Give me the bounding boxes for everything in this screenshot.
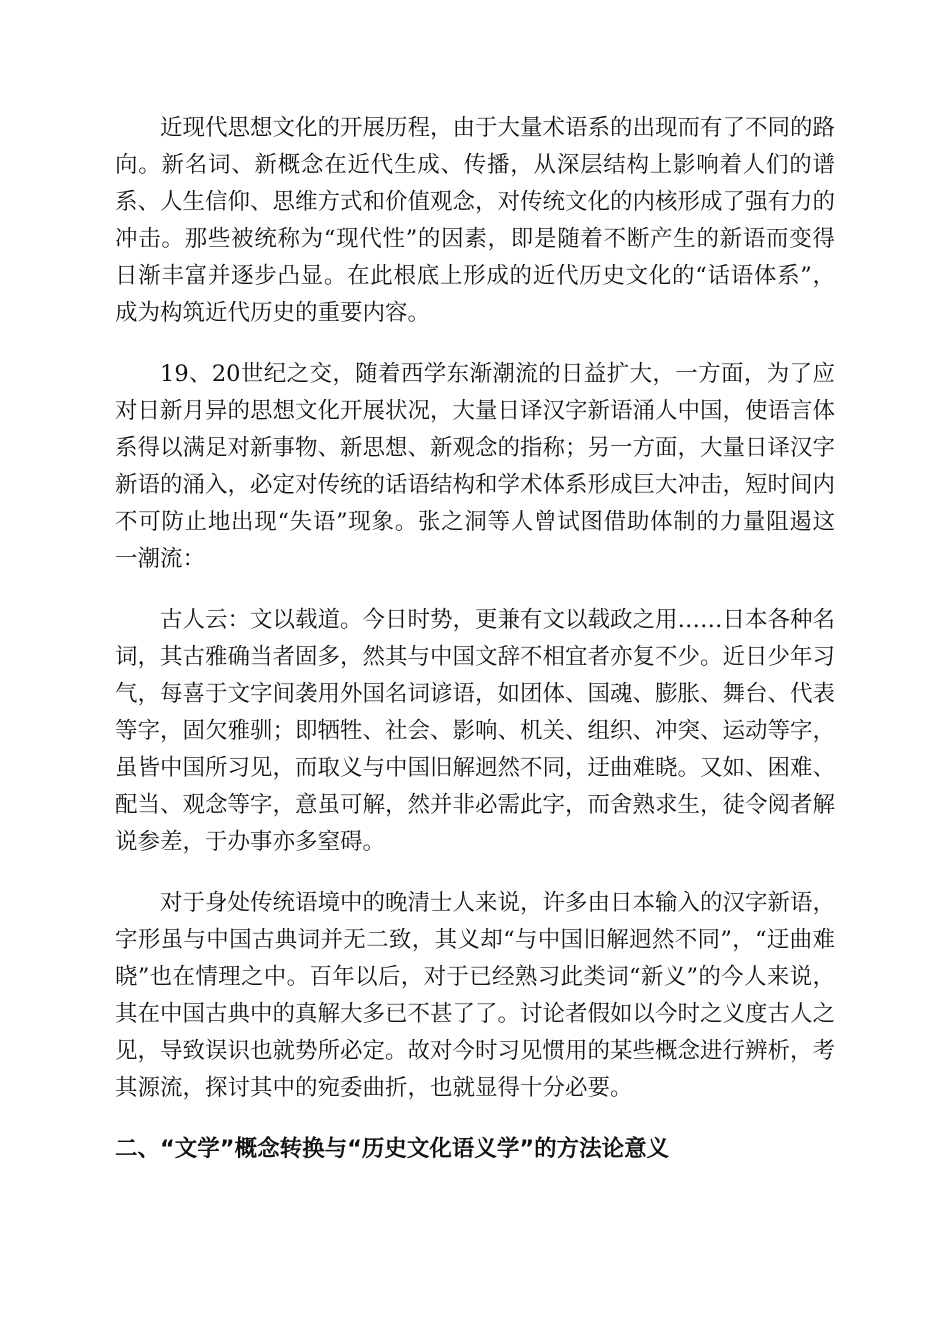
document-body [115,110,835,1168]
paragraph-western-learning: 19、20世纪之交，随着西学东渐潮流的日益扩大，一方面，为了应对日新月异的思想文化开展状况，大量日译汉字新语涌人中国，使语言体系得以满足对新事物、新思想、新观念的指称；另一方面，大量日译汉字新语的涌入，必定对传统的话语结构和学术体系形成巨大冲击，短时间内不可防止地出现“失语”现象。张之洞等人曾试图借助体制的力量阻遏这一潮流： [115,361,836,572]
section-heading: 二、“文学”概念转换与“历史文化语义学”的方法论意义 [115,1136,670,1162]
paragraph-quotation: 古人云：文以载道。今日时势，更兼有文以载政之用……日本各种名词，其古雅确当者固多，然其与中国文辞不相宜者亦复不少。近日少年习气，每喜于文字间袭用外国名词谚语，如团体、国魂、膨胀、舞台、代表等字，固欠雅驯；即牺牲、社会、影响、机关、组织、冲突、运动等字，虽皆中国所习见，而取义与中国旧解迥然不同，迂曲难晓。又如、困难、配当、观念等字，意虽可解，然并非必需此字，而舍熟求生，徒令阅者解说参差，于办事亦多窒碍。 [115,607,836,855]
paragraph-late-qing: 对于身处传统语境中的晚清士人来说，许多由日本输入的汉字新语，字形虽与中国古典词并无二致，其义却“与中国旧解迥然不同”，“迂曲难晓”也在情理之中。百年以后，对于已经熟习此类词“新义”的今人来说，其在中国古典中的真解大多已不甚了了。讨论者假如以今时之义度古人之见，导致误识也就势所必定。故对今时习见惯用的某些概念进行辨析，考其源流，探讨其中的宛委曲折，也就显得十分必要。 [115,890,836,1101]
paragraph-intro: 近现代思想文化的开展历程，由于大量术语系的出现而有了不同的路向。新名词、新概念在近代生成、传播，从深层结构上影响着人们的谱系、人生信仰、思维方式和价值观念，对传统文化的内核形成了强有力的冲击。那些被统称为“现代性”的因素，即是随着不断产生的新语而变得日渐丰富并逐步凸显。在此根底上形成的近代历史文化的“话语体系”，成为构筑近代历史的重要内容。 [115,115,836,326]
